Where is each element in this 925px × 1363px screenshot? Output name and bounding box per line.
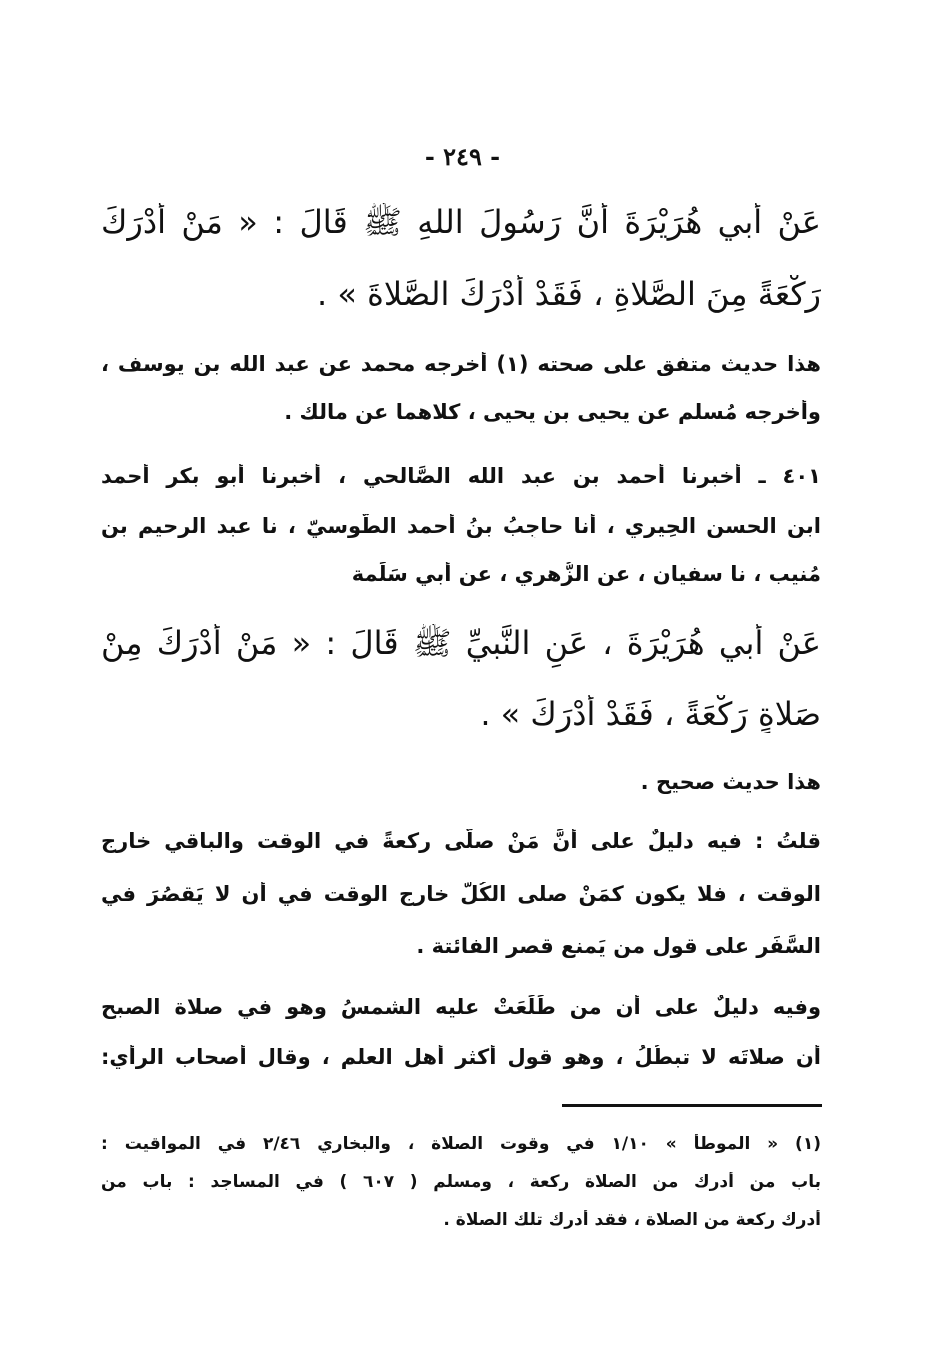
text-line: ٤٠١ ـ أخبرنا أحمد بن عبد الله الصَّالحي ، أخبرنا أبو بكر أحمد bbox=[101, 464, 821, 488]
hadith-line: عَنْ أَبي هُرَيْرَةَ أَنَّ رَسُولَ اللهِ ﷺ قَالَ : « مَنْ أَدْرَكَ bbox=[101, 203, 821, 241]
hadith-line: رَكْعَةً مِنَ الصَّلاةِ ، فَقَدْ أَدْرَكَ الصَّلاةَ » . bbox=[317, 275, 821, 313]
footnote-line: (١) « الموطأ » ١/١٠ في وقوت الصلاة ، والبخاري ٢/٤٦ في المواقيت : bbox=[101, 1134, 821, 1154]
text-line: أن صلاتَه لا تبطُلُ ، وهو قول أكثر أهل العلم ، وقال أصحاب الرأي: bbox=[101, 1045, 821, 1069]
page-number: - ٢٤٩ - bbox=[424, 142, 501, 171]
text-line: هذا حديث صحيح . bbox=[640, 770, 821, 794]
footnote-line: باب من أدرك من الصلاة ركعة ، ومسلم ( ٦٠٧ ) في المساجد : باب من bbox=[101, 1172, 821, 1192]
text-line: ابن الحسن الحِيري ، أنا حاجِبُ بنُ أحمد الطُّوسيّ ، نا عبد الرحيم بن bbox=[101, 514, 821, 538]
text-line: مُنيب ، نا سفيان ، عن الزُّهري ، عن أبي سَلَمة bbox=[351, 562, 821, 586]
hadith-line: عَنْ أَبي هُرَيْرَةَ ، عَنِ النَّبيِّ ﷺ قَالَ : « مَنْ أَدْرَكَ مِنْ bbox=[101, 624, 821, 662]
footnote-divider bbox=[562, 1104, 822, 1107]
footnote-line: أدرك ركعة من الصلاة ، فقد أدرك تلك الصلاة . bbox=[443, 1210, 821, 1230]
text-line: الوقت ، فلا يكون كمَنْ صلى الكُلَّ خارج الوقت في أن لا يَقصُرَ في bbox=[101, 882, 821, 906]
hadith-line: صَلاةٍ رَكْعَةً ، فَقَدْ أَدْرَكَ » . bbox=[480, 695, 821, 733]
text-line: هذا حديث متفق على صحته (١) أخرجه محمد عن عبد الله بن يوسف ، bbox=[101, 352, 821, 376]
text-line: السَّفَر على قول من يَمنع قصر الفائتة . bbox=[416, 934, 821, 958]
text-line: قلتُ : فيه دليلٌ على أنَّ مَنْ صلّى ركعةً في الوقت والباقي خارج bbox=[101, 829, 821, 853]
text-line: وفيه دليلٌ على أن من طَلَعَتْ عليه الشمسُ وهو في صلاة الصبح bbox=[101, 995, 821, 1019]
text-line: وأخرجه مُسلم عن يحيى بن يحيى ، كلاهما عن مالك . bbox=[284, 400, 821, 424]
